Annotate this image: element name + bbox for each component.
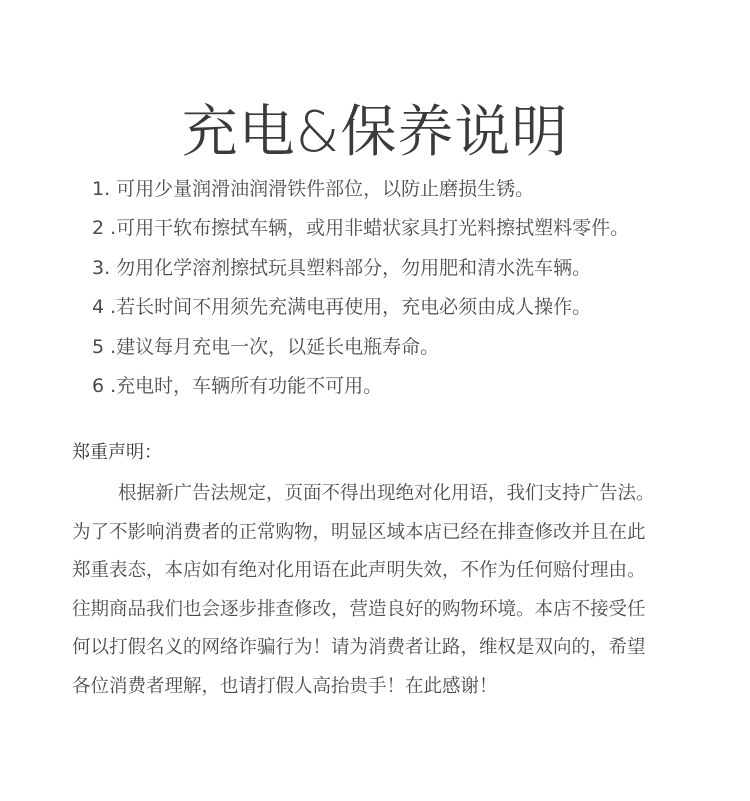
instruction-item: 3. 勿用化学溶剂擦拭玩具塑料部分，勿用肥和清水洗车辆。 bbox=[92, 256, 592, 279]
disclaimer-line: 为了不影响消费者的正常购物，明显区域本店已经在排查修改并且在此 bbox=[72, 521, 646, 543]
disclaimer-line: 根据新广告法规定，页面不得出现绝对化用语，我们支持广告法。 bbox=[118, 483, 655, 504]
instruction-item: 1. 可用少量润滑油润滑铁件部位，以防止磨损生锈。 bbox=[92, 178, 535, 200]
disclaimer-line: 郑重表态，本店如有绝对化用语在此声明失效，不作为任何赔付理由。 bbox=[72, 560, 646, 582]
disclaimer-line: 各位消费者理解，也请打假人高抬贵手！在此感谢！ bbox=[72, 675, 498, 697]
disclaimer-body bbox=[72, 475, 688, 707]
instruction-item: 6 .充电时，车辆所有功能不可用。 bbox=[92, 374, 383, 397]
instruction-item: 4 .若长时间不用须先充满电再使用，充电必须由成人操作。 bbox=[92, 296, 592, 319]
disclaimer-line: 何以打假名义的网络诈骗行为！请为消费者让路，维权是双向的，希望 bbox=[72, 637, 646, 659]
instruction-item: 2 .可用干软布擦拭车辆，或用非蜡状家具打光料擦拭塑料零件。 bbox=[92, 217, 630, 240]
page-title: 充电&保养说明 bbox=[181, 99, 569, 165]
disclaimer-heading: 郑重声明： bbox=[72, 442, 162, 463]
disclaimer-line: 往期商品我们也会逐步排查修改，营造良好的购物环境。本店不接受任 bbox=[72, 598, 646, 620]
care-instructions-list bbox=[92, 170, 712, 406]
instruction-item: 5 .建议每月充电一次，以延长电瓶寿命。 bbox=[92, 335, 440, 358]
